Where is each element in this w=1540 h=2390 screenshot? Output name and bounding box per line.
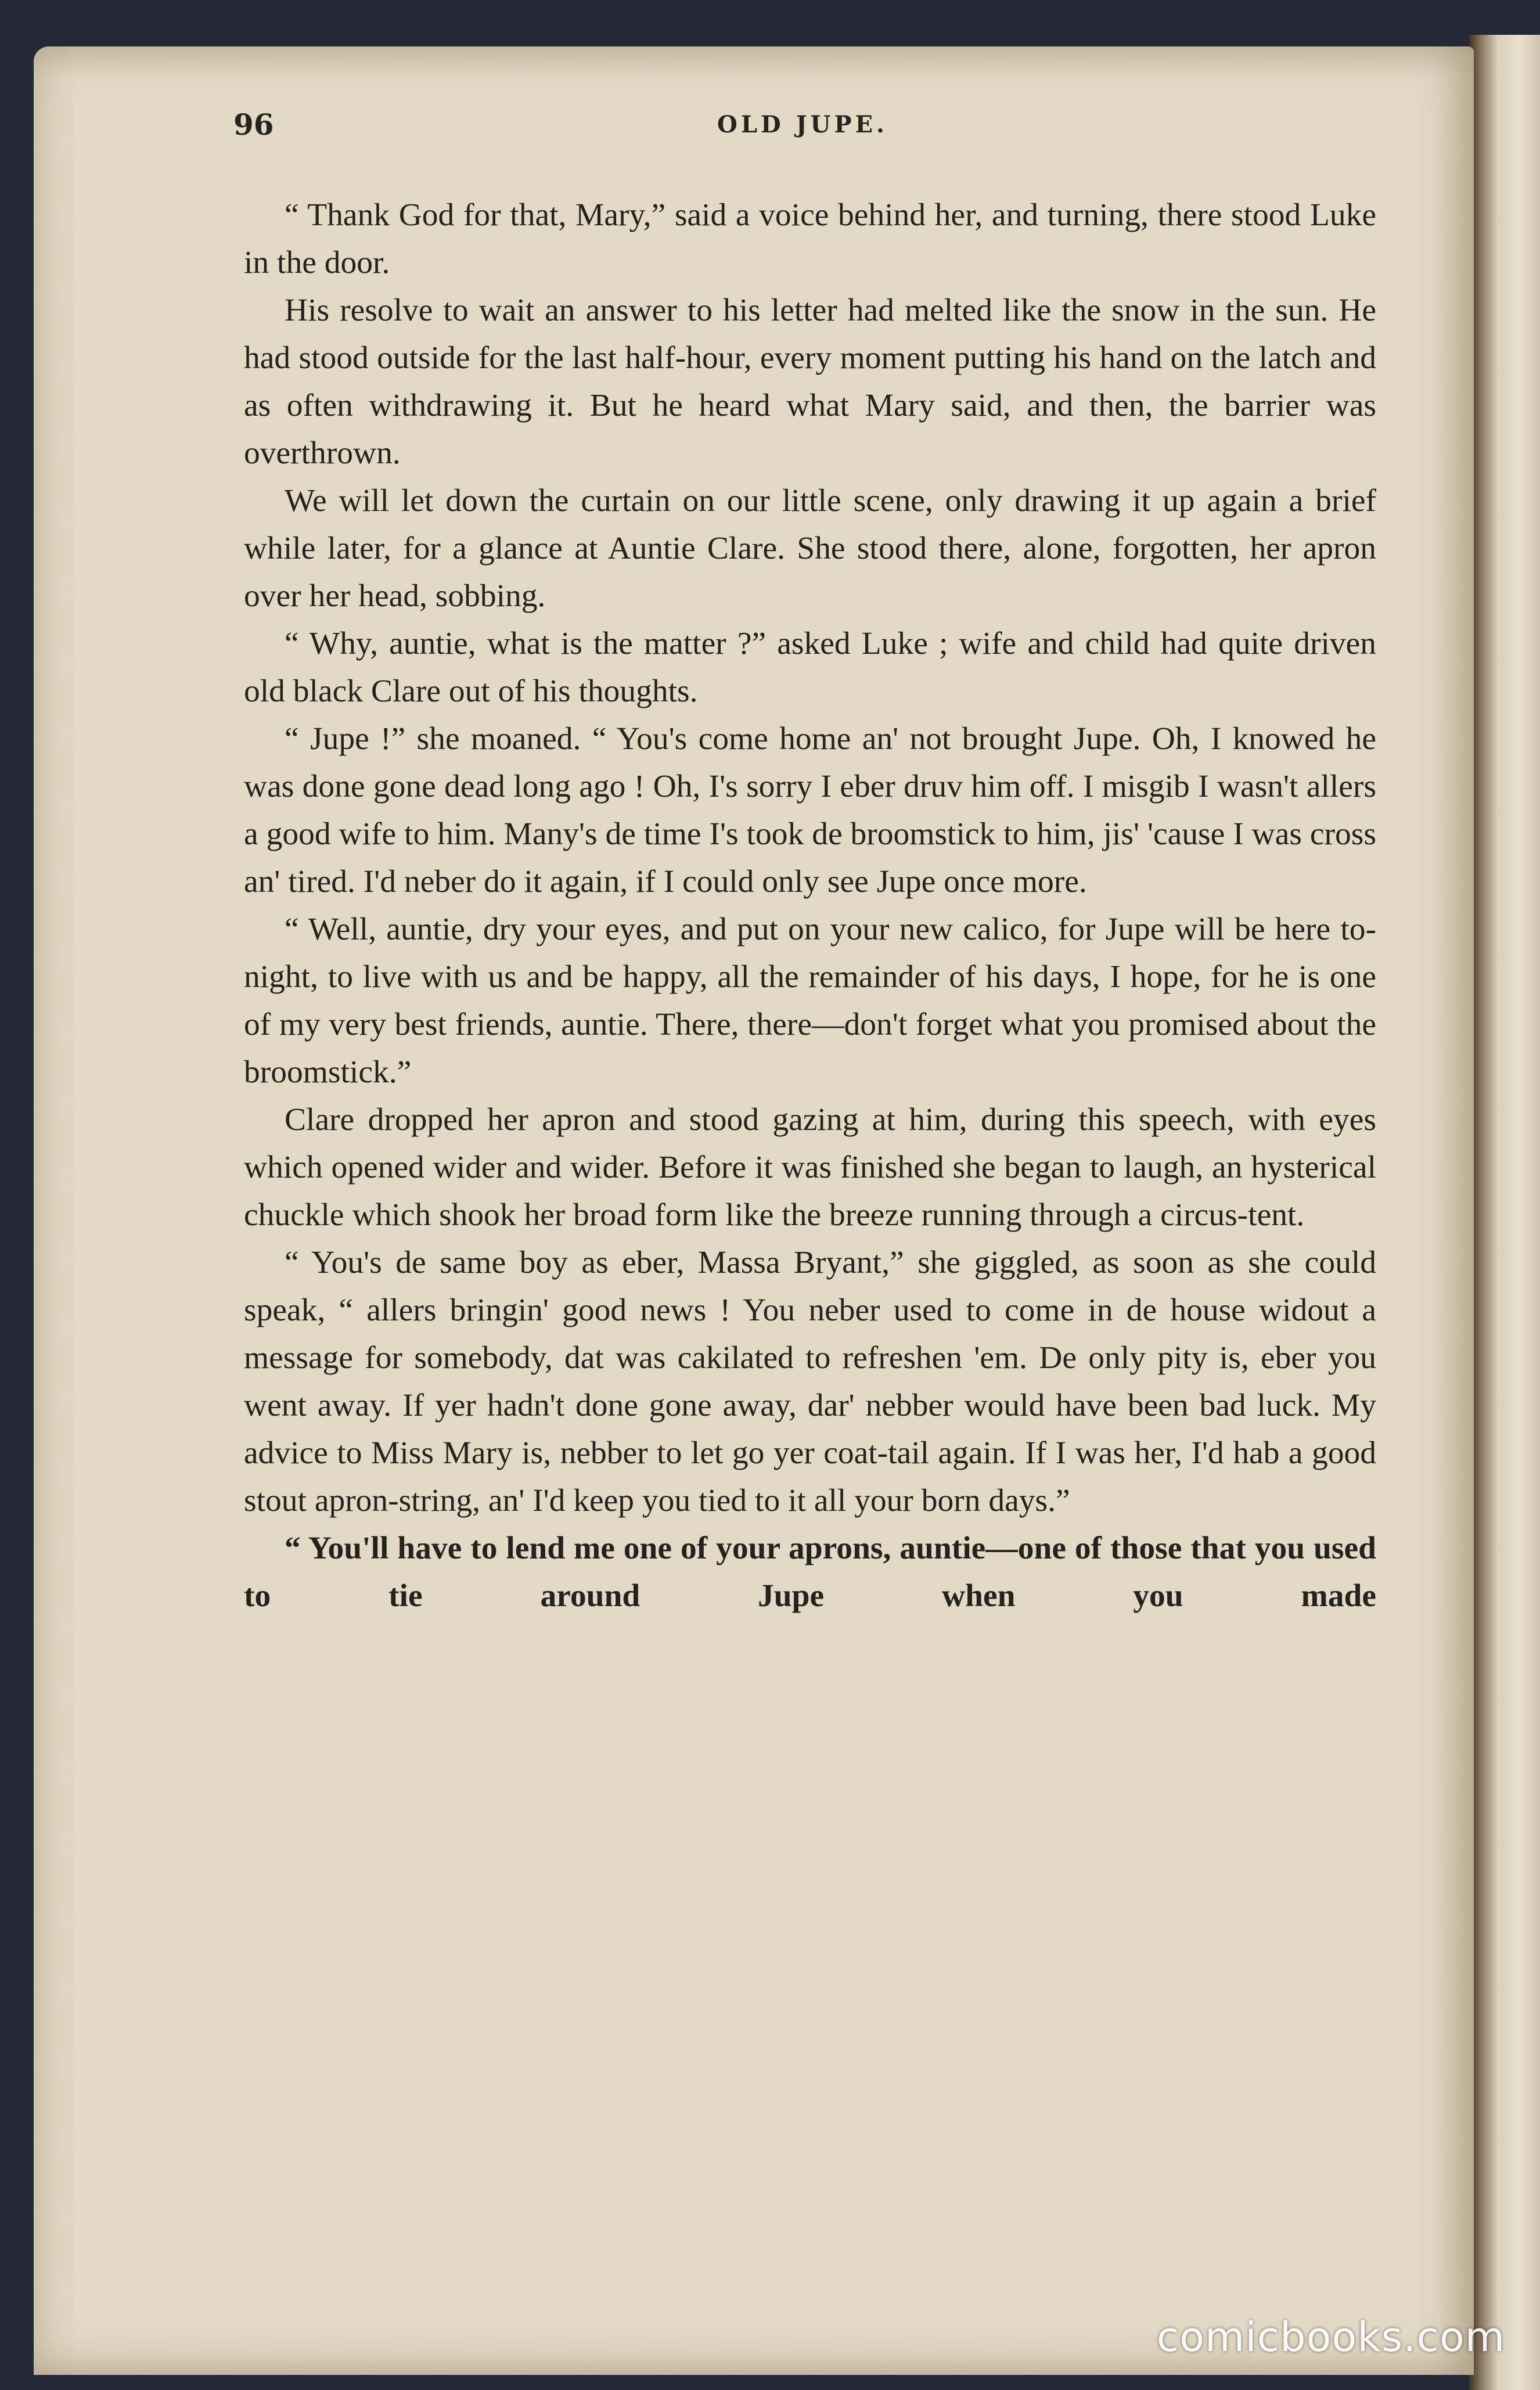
paragraph-9: “ You'll have to lend me one of your aprons, auntie—one of those that you used to tie around Jupe when you made <box>244 1531 1376 1614</box>
watermark: comicbooks.com <box>1156 2313 1505 2361</box>
body-text <box>244 192 1376 1620</box>
paragraph-1: “ Thank God for that, Mary,” said a voice behind her, and turning, there stood Luke in the door. <box>244 197 1376 280</box>
paragraph-7: Clare dropped her apron and stood gazing at him, during this speech, with eyes which opened wider and wider. Before it was finished she began to laugh, an hysterical chuckle which shook her broad form like the breeze running through a circus-tent. <box>244 1102 1376 1233</box>
paragraph-8: “ You's de same boy as eber, Massa Bryant,” she giggled, as soon as she could speak, “ allers bringin' good news ! You neber used to come in de house widout a message for somebody, dat was cakilated to refreshen 'em. De only pity is, eber you went away. If yer hadn't done gone away, dar' nebber would have been bad luck. My advice to Miss Mary is, nebber to let go yer coat-tail again. If I was her, I'd hab a good stout apron-string, an' I'd keep you tied to it all your born days.” <box>244 1245 1376 1518</box>
paragraph-5: “ Jupe !” she moaned. “ You's come home an' not brought Jupe. Oh, I knowed he was done gone dead long ago ! Oh, I's sorry I eber druv him off. I misgib I wasn't allers a good wife to him. Many's de time I's took de broomstick to him, jis' 'cause I was cross an' tired. I'd neber do it again, if I could only see Jupe once more. <box>244 721 1376 899</box>
paragraph-3: We will let down the curtain on our little scene, only drawing it up again a brief while later, for a glance at Auntie Clare. She stood there, alone, forgotten, her apron over her head, sobbing. <box>244 483 1376 614</box>
page-number: 96 <box>233 107 274 142</box>
paragraph-4: “ Why, auntie, what is the matter ?” asked Luke ; wife and child had quite driven old black Clare out of his thoughts. <box>244 626 1376 709</box>
running-head: OLD JUPE. <box>717 111 888 138</box>
page-header <box>233 107 1372 154</box>
paragraph-2: His resolve to wait an answer to his letter had melted like the snow in the sun. He had stood outside for the last half-hour, every moment putting his hand on the latch and as often withdrawing it. But he heard what Mary said, and then, the barrier was overthrown. <box>244 293 1376 471</box>
paragraph-6: “ Well, auntie, dry your eyes, and put on your new calico, for Jupe will be here to-night, to live with us and be happy, all the remainder of his days, I hope, for he is one of my very best friends, auntie. There, there—don't forget what you promised about the broomstick.” <box>244 912 1376 1090</box>
book-gutter-edge <box>1469 35 1540 2390</box>
